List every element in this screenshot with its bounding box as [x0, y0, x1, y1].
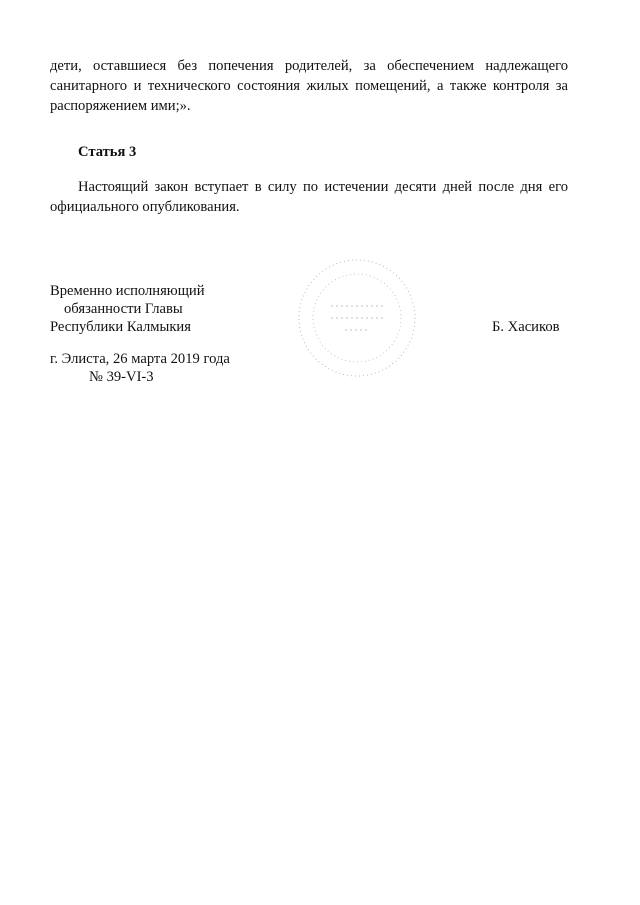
para1-line-3: распоряжением ими;». [50, 98, 191, 114]
para1-line-1: дети, оставшиеся без попечения родителей, за обеспечением надлежащего [50, 58, 568, 74]
signatory-title-line-3: Республики Калмыкия [50, 319, 191, 335]
para2-line-1: Настоящий закон вступает в силу по истечении десяти дней после дня его [78, 179, 568, 195]
signatory-name: Б. Хасиков [492, 319, 560, 335]
law-number: № 39-VI-3 [89, 369, 154, 385]
para1-line-2: санитарного и технического состояния жилых помещений, а также контроля за [50, 78, 568, 94]
signatory-title-line-1: Временно исполняющий [50, 283, 205, 299]
signatory-title-line-2: обязанности Главы [64, 301, 183, 317]
place-date: г. Элиста, 26 марта 2019 года [50, 351, 230, 367]
article-heading: Статья 3 [78, 144, 137, 160]
official-seal-icon [295, 256, 419, 380]
para2-line-2: официального опубликования. [50, 199, 240, 215]
